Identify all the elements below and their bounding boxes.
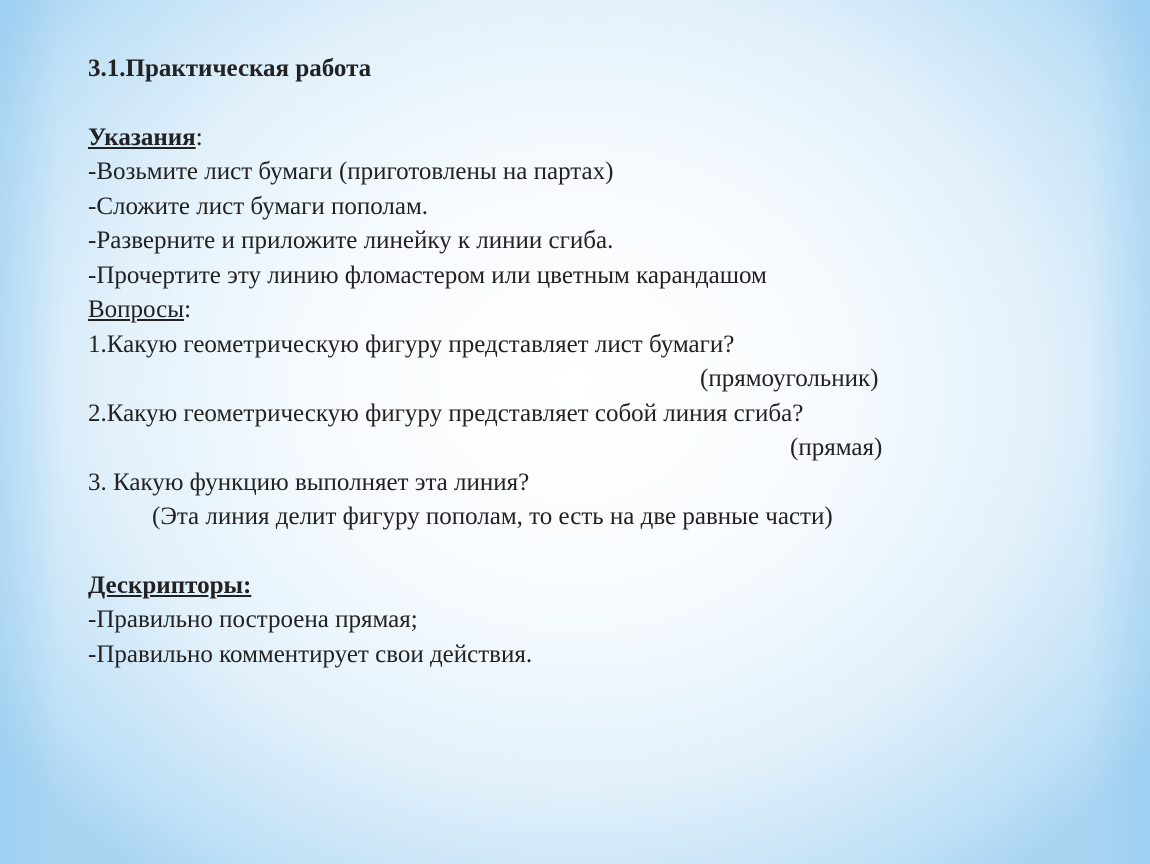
questions-heading-colon: : [184,296,192,323]
questions-heading-line [88,293,1088,328]
descriptor-item: -Правильно построена прямая; [88,606,418,633]
instruction-item: -Сложите лист бумаги пополам. [88,192,429,220]
question-1: 1.Какую геометрическую фигуру представляет лист бумаги? [88,330,735,358]
spacer [88,535,1088,569]
spacer [88,87,1088,121]
slide-title: 3.1.Практическая работа [88,55,372,82]
instruction-item: -Прочертите эту линию фломастером или цветным карандашом [88,261,767,289]
answer-3: (Эта линия делит фигуру пополам, то есть на две равные части) [152,503,833,530]
answer-1: (прямоугольник) [700,365,879,392]
question-3: 3. Какую функцию выполняет эта линия? [88,468,530,496]
right-edge-decoration [1090,0,1150,864]
question-2: 2.Какую геометрическую фигуру представляет собой линия сгиба? [88,399,804,427]
instruction-item: -Разверните и приложите линейку к линии сгиба. [88,227,614,254]
answer-2: (прямая) [790,434,883,461]
left-edge-decoration [0,0,60,864]
instructions-heading-line [88,121,1088,156]
descriptors-heading: Дескрипторы: [88,571,252,599]
slide-content [88,52,1088,672]
descriptor-item: -Правильно комментирует свои действия. [88,640,533,668]
instructions-heading-colon: : [195,123,203,151]
instruction-item: -Возьмите лист бумаги (приготовлены на партах) [88,158,614,185]
instructions-heading: Указания [88,123,196,151]
questions-heading: Вопросы [88,296,185,323]
